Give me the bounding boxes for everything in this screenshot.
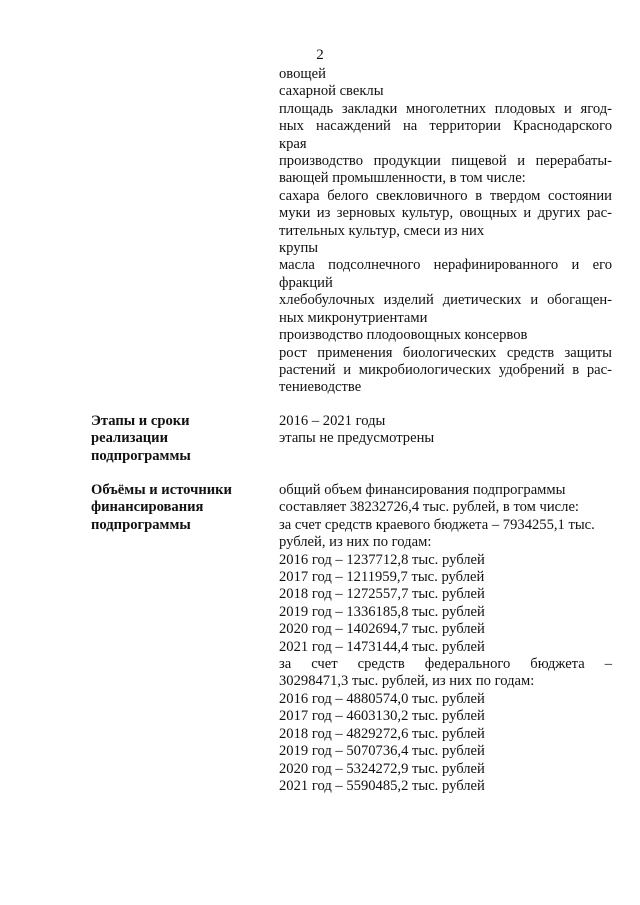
financing-value-line: 2016 год – 4880574,0 тыс. рублей: [279, 690, 485, 707]
stages-label-line: подпрограммы: [91, 447, 191, 464]
financing-value-line: 2021 год – 1473144,4 тыс. рублей: [279, 638, 485, 655]
financing-value-line: 30298471,3 тыс. рублей, из них по годам:: [279, 673, 535, 690]
financing-value-line: 2017 год – 4603130,2 тыс. рублей: [279, 708, 485, 725]
financing-value-line: 2019 год – 1336185,8 тыс. рублей: [279, 603, 485, 620]
financing-value-line: за счет средств федерального бюджета –: [279, 656, 612, 673]
indicator-line: хлебобулочных изделий диетических и обогащен-: [279, 292, 612, 309]
financing-value-line: 2017 год – 1211959,7 тыс. рублей: [279, 569, 485, 586]
financing-label: [91, 482, 261, 534]
indicator-line: площадь закладки многолетних плодовых и ягод-: [279, 100, 612, 117]
indicator-line: сахарной свеклы: [279, 83, 384, 100]
indicator-line: тениеводстве: [279, 379, 362, 396]
indicator-line: муки из зерновых культур, овощных и других рас-: [279, 205, 612, 222]
stages-value-line: этапы не предусмотрены: [279, 430, 435, 447]
stages-label: [91, 413, 261, 465]
stages-value: [279, 413, 612, 448]
financing-value-line: составляет 38232726,4 тыс. рублей, в том числе:: [279, 499, 579, 516]
stages-label-line: реализации: [91, 430, 169, 447]
stages-label-line: Этапы и сроки: [91, 413, 190, 429]
page-number: 2: [316, 47, 324, 63]
financing-label-line: финансирования: [91, 499, 204, 516]
indicator-line: рост применения биологических средств защиты: [279, 344, 612, 361]
indicator-line: производство плодоовощных консервов: [279, 327, 528, 344]
financing-value-line: 2016 год – 1237712,8 тыс. рублей: [279, 551, 485, 568]
financing-value-line: 2020 год – 1402694,7 тыс. рублей: [279, 621, 485, 638]
indicator-line: вающей промышленности, в том числе:: [279, 170, 526, 187]
stages-value-line: 2016 – 2021 годы: [279, 413, 386, 429]
indicators-list: [279, 66, 612, 397]
indicator-line: ных насаждений на территории Краснодарского: [279, 118, 612, 135]
financing-value-line: 2020 год – 5324272,9 тыс. рублей: [279, 760, 485, 777]
indicator-line: растений и микробиологических удобрений в рас-: [279, 361, 612, 378]
indicator-line: крупы: [279, 240, 319, 257]
financing-label-line: Объёмы и источники: [91, 482, 232, 498]
indicator-line: ных микронутриентами: [279, 309, 428, 326]
financing-value-line: 2021 год – 5590485,2 тыс. рублей: [279, 777, 485, 794]
financing-value-line: 2019 год – 5070736,4 тыс. рублей: [279, 743, 485, 760]
financing-label-line: подпрограммы: [91, 516, 191, 533]
financing-value: [279, 482, 612, 795]
indicator-line: края: [279, 135, 307, 152]
financing-value-line: за счет средств краевого бюджета – 7934255,1 тыс.: [279, 516, 595, 533]
indicator-line: тительных культур, смеси из них: [279, 222, 485, 239]
indicator-line: сахара белого свекловичного в твердом состоянии: [279, 187, 612, 204]
indicator-line: масла подсолнечного нерафинированного и его: [279, 257, 612, 274]
financing-value-line: 2018 год – 4829272,6 тыс. рублей: [279, 725, 485, 742]
financing-value-line: 2018 год – 1272557,7 тыс. рублей: [279, 586, 485, 603]
financing-value-line: рублей, из них по годам:: [279, 534, 432, 551]
indicator-line: фракций: [279, 274, 333, 291]
indicator-line: производство продукции пищевой и перерабаты-: [279, 153, 612, 170]
indicator-line: овощей: [279, 66, 326, 82]
financing-value-line: общий объем финансирования подпрограммы: [279, 482, 566, 498]
